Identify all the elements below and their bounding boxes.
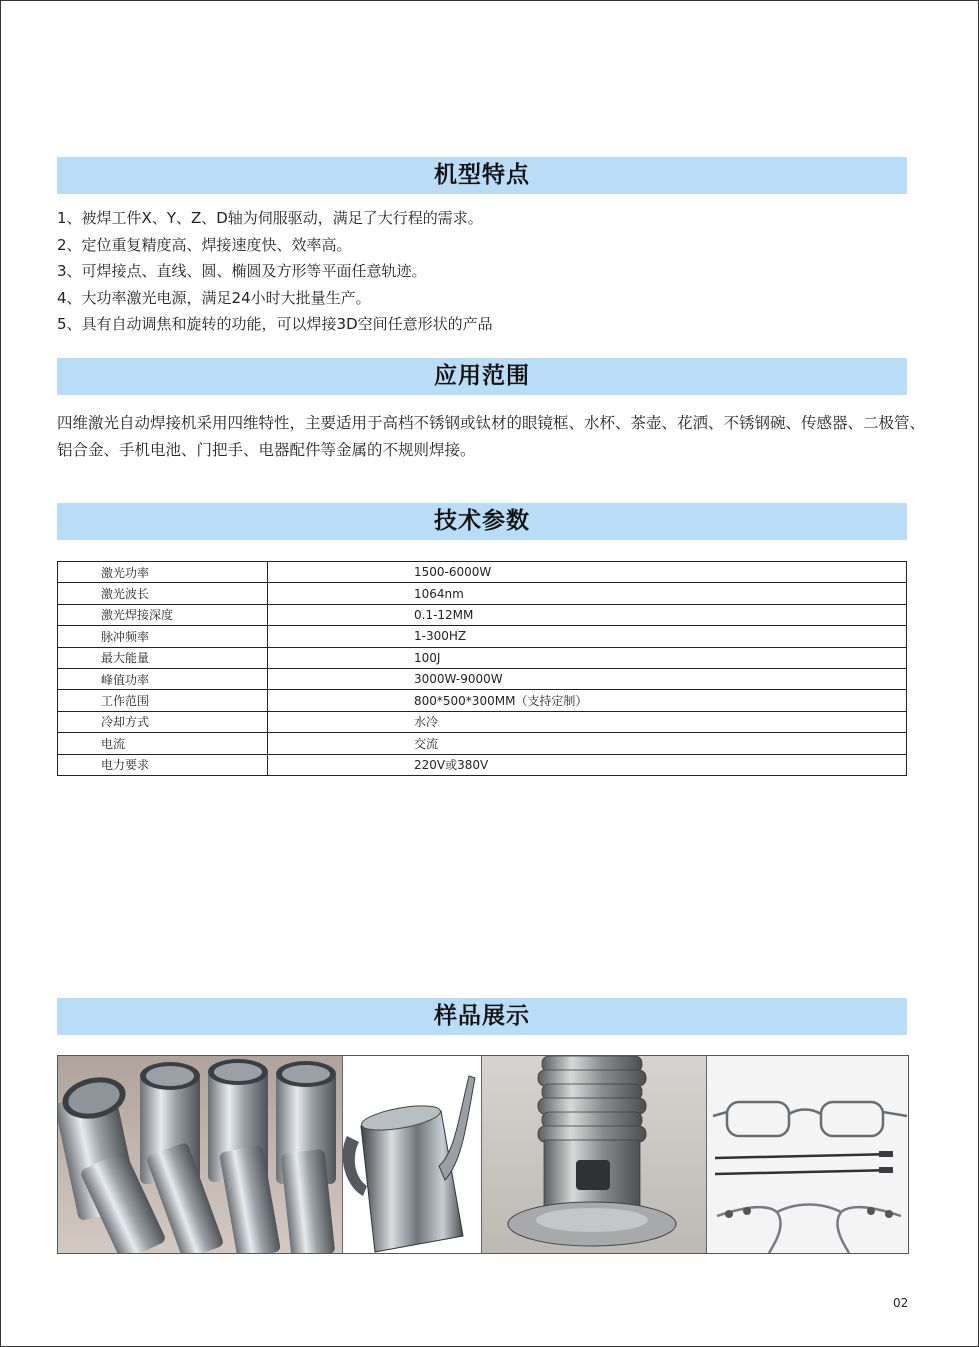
sample-photo-bellows: [481, 1056, 706, 1253]
table-row: [58, 604, 907, 625]
table-row: [58, 754, 907, 775]
spec-value: 交流: [268, 733, 907, 754]
application-text: 四维激光自动焊接机采用四维特性，主要适用于高档不锈钢或钛材的眼镜框、水杯、茶壶、花洒、不锈钢碗、传感器、二极管、铝合金、手机电池、门把手、电器配件等金属的不规则焊接。: [57, 414, 926, 459]
spec-label: 电力要求: [58, 754, 268, 775]
table-row: [58, 583, 907, 604]
feature-item: 3、可焊接点、直线、圆、椭圆及方形等平面任意轨迹。: [57, 262, 427, 281]
feature-item: 5、具有自动调焦和旋转的功能，可以焊接3D空间任意形状的产品: [57, 315, 493, 334]
spec-label: 脉冲频率: [58, 626, 268, 647]
specs-heading: 技术参数: [57, 503, 907, 540]
specs-table: [57, 561, 907, 776]
features-list: [57, 205, 493, 338]
page-number: 02: [893, 1296, 909, 1310]
features-heading: 机型特点: [57, 157, 907, 194]
spec-label: 工作范围: [58, 690, 268, 711]
spec-value: 水冷: [268, 711, 907, 732]
spec-label: 激光波长: [58, 583, 268, 604]
spec-label: 激光功率: [58, 562, 268, 583]
table-row: [58, 711, 907, 732]
spec-value: 100J: [268, 647, 907, 668]
spec-label: 激光焊接深度: [58, 604, 268, 625]
spec-label: 峰值功率: [58, 668, 268, 689]
feature-item: 1、被焊工件X、Y、Z、D轴为伺服驱动，满足了大行程的需求。: [57, 209, 483, 227]
table-row: [58, 668, 907, 689]
spec-value: 800*500*300MM（支持定制）: [268, 690, 907, 711]
spec-value: 1-300HZ: [268, 626, 907, 647]
table-row: [58, 626, 907, 647]
sample-photo-tubes: [58, 1056, 342, 1253]
spec-value: 3000W-9000W: [268, 668, 907, 689]
table-row: [58, 733, 907, 754]
feature-item: 4、大功率激光电源，满足24小时大批量生产。: [57, 288, 371, 307]
sample-gallery: [57, 1055, 909, 1254]
sample-photo-glasses: [706, 1056, 908, 1253]
sample-photo-teapot: [342, 1056, 481, 1253]
spec-value: 1064nm: [268, 583, 907, 604]
table-row: [58, 562, 907, 583]
spec-value: 1500-6000W: [268, 562, 907, 583]
application-heading: 应用范围: [57, 358, 907, 395]
spec-label: 最大能量: [58, 647, 268, 668]
spec-value: 220V或380V: [268, 754, 907, 775]
feature-item: 2、定位重复精度高、焊接速度快、效率高。: [57, 235, 352, 254]
spec-label: 冷却方式: [58, 711, 268, 732]
samples-heading: 样品展示: [57, 998, 907, 1035]
spec-label: 电流: [58, 733, 268, 754]
spec-value: 0.1-12MM: [268, 604, 907, 625]
table-row: [58, 647, 907, 668]
table-row: [58, 690, 907, 711]
